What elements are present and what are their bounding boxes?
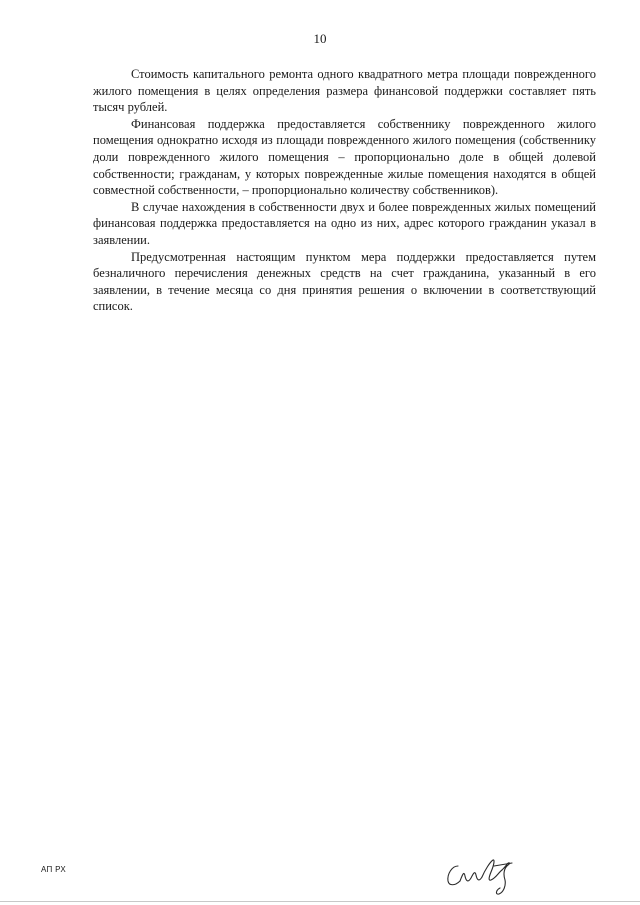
footer-code: АП РХ	[41, 865, 67, 874]
bottom-border	[0, 901, 640, 902]
page-number: 10	[313, 31, 327, 46]
paragraph-multiple-premises: В случае нахождения в собственности двух и более поврежденных жилых помещений финансовая поддержка предоставляется на одно из них, адрес которого гражданин указал в заявлении.	[93, 199, 596, 247]
paragraph-repair-cost: Стоимость капитального ремонта одного квадратного метра площади поврежденного жилого помещения в целях определения размера финансовой поддержки составляет пять тысяч рублей.	[93, 67, 596, 115]
document-body	[93, 66, 596, 315]
paragraph-payment-method: Предусмотренная настоящим пунктом мера поддержки предоставляется путем безналичного перечисления денежных средств на счет гражданина, указанный в его заявлении, в течение месяца со дня принятия решения о включении в соответствующий список.	[93, 249, 596, 314]
paragraph-support-owner: Финансовая поддержка предоставляется собственнику поврежденного жилого помещения однократно исходя из площади поврежденного жилого помещения (собственнику доли поврежденного жилого помещения – пропорционально доле в общей долевой собственности; гражданам, у которых поврежденные жилые помещения находятся в общей совместной собственности, – пропорционально количеству собственников).	[93, 116, 596, 198]
signature-icon	[444, 852, 524, 898]
